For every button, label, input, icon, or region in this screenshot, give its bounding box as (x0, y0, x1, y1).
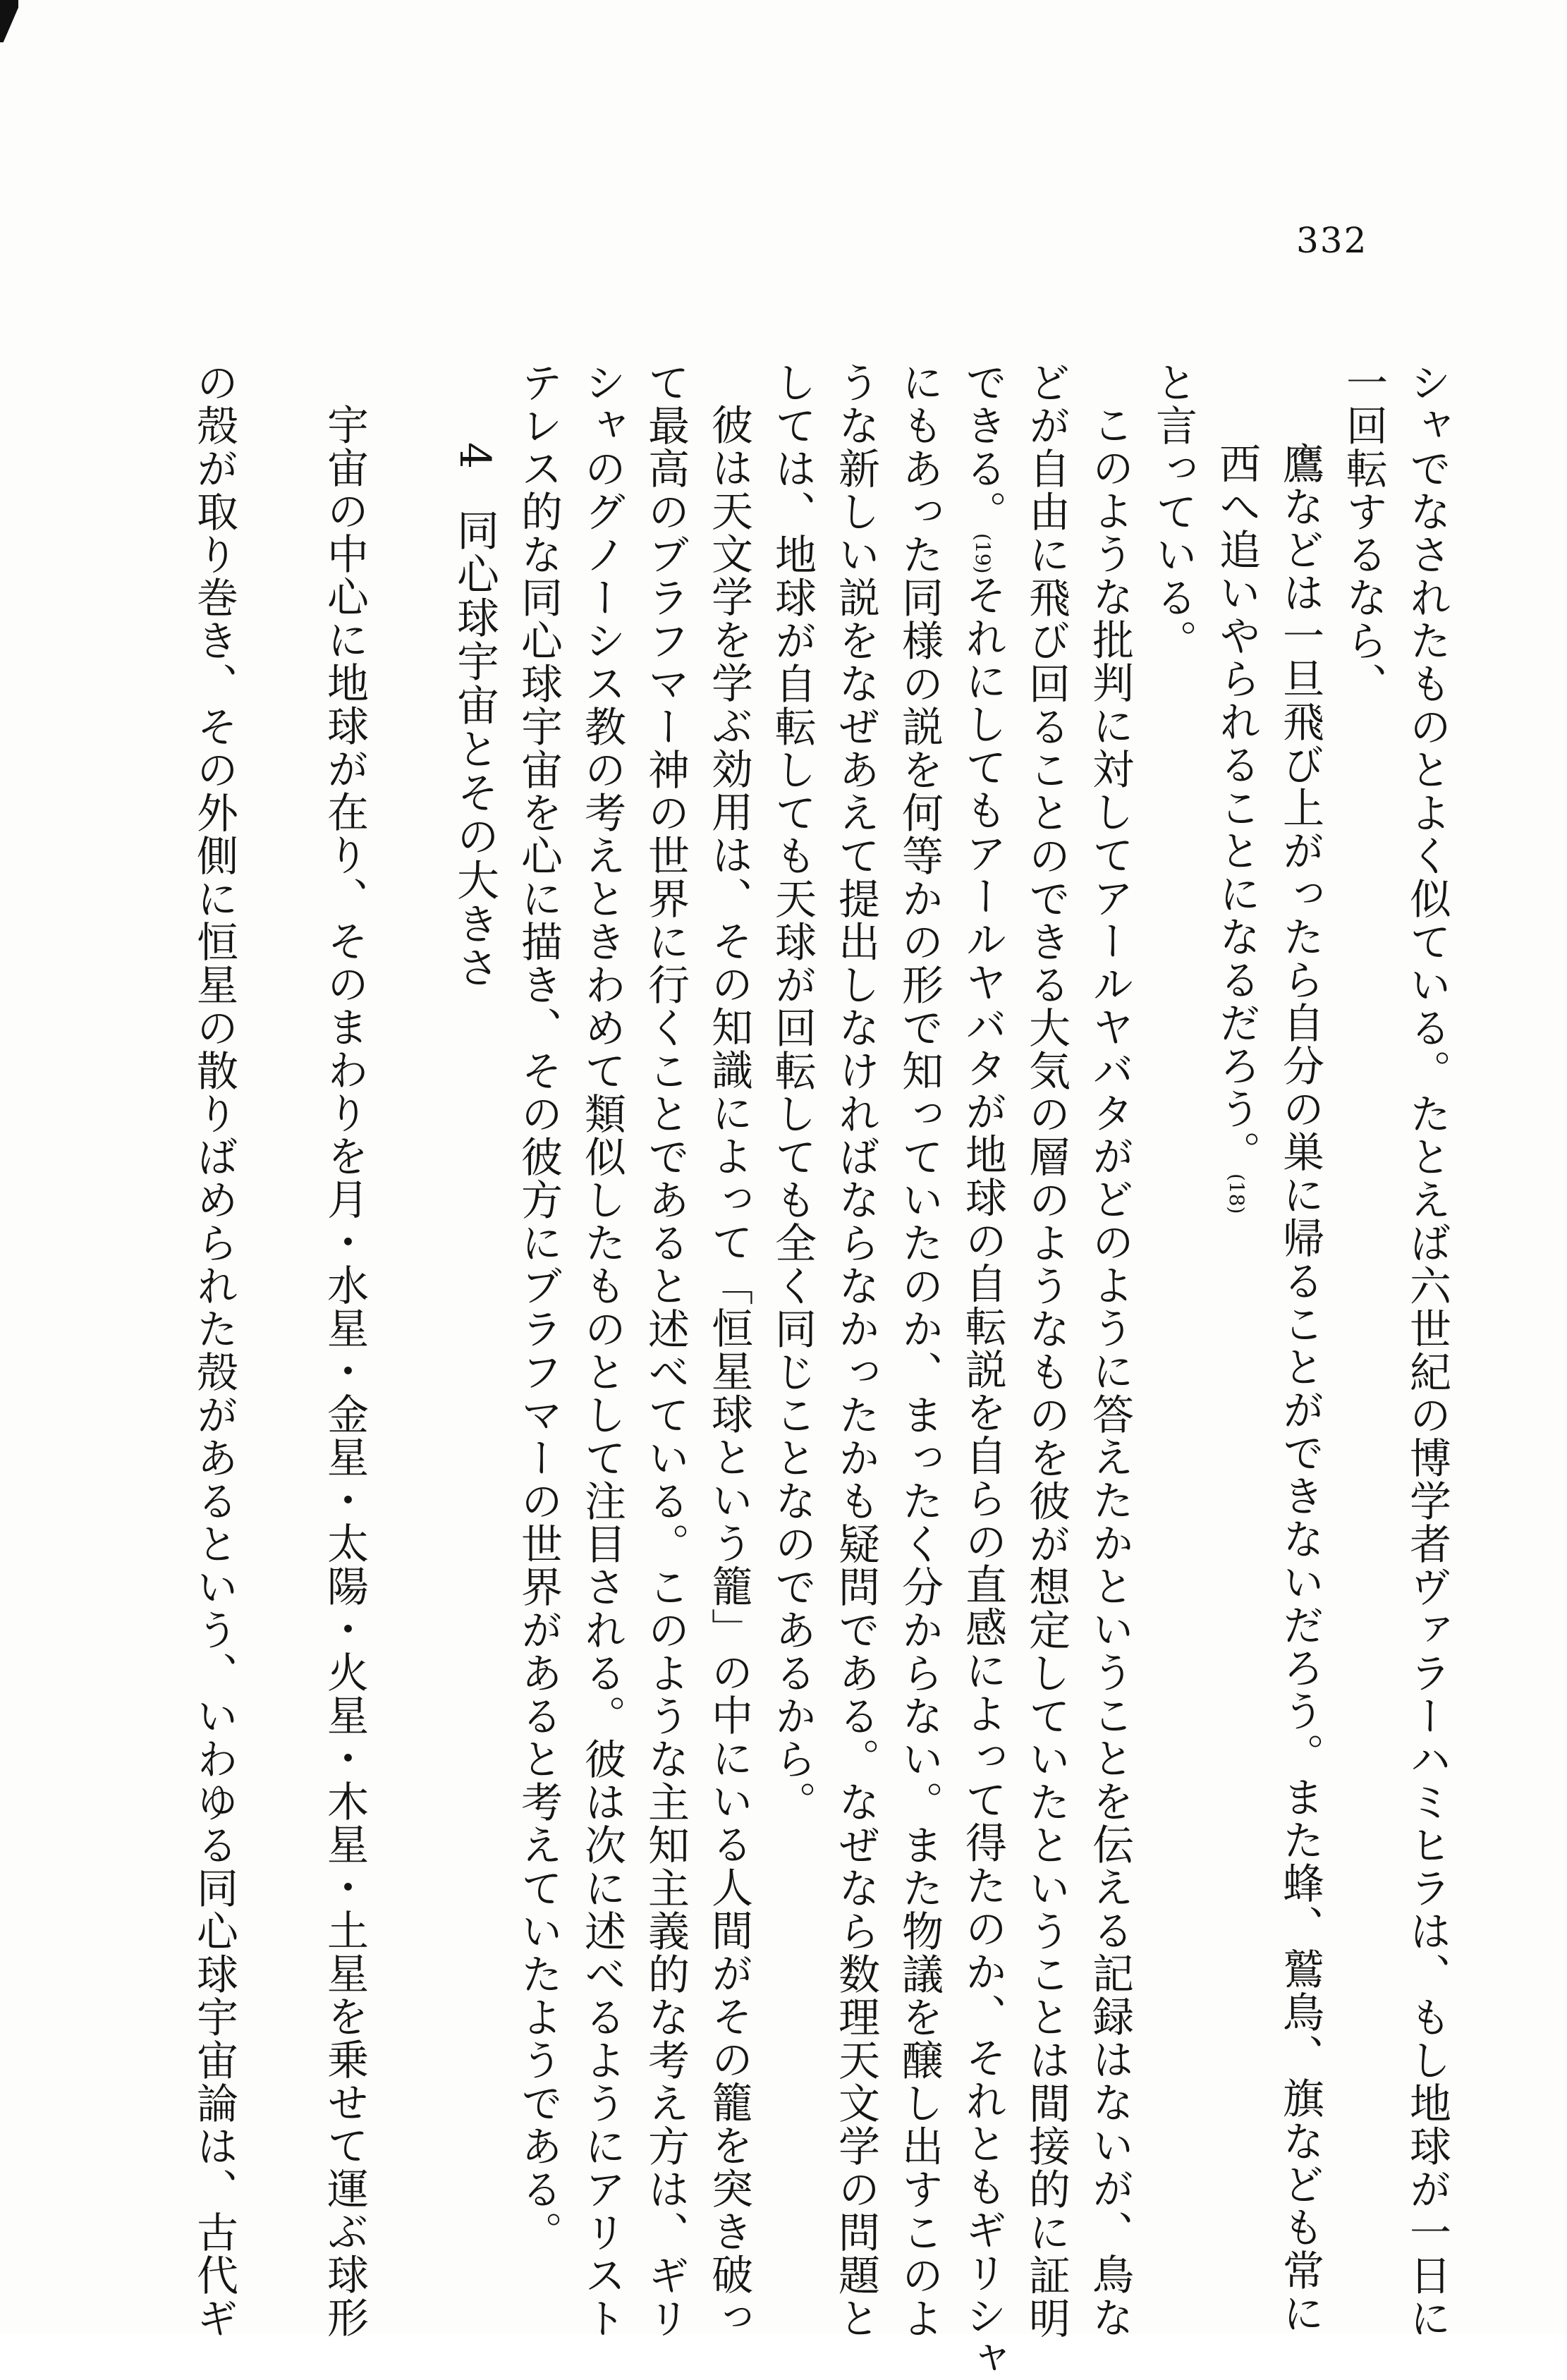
text-line: 一回転するなら、 (1339, 361, 1388, 705)
text-line: て最高のブラフマー神の世界に行くことであると述べている。このような主知主義的な考え方は、ギリ (641, 361, 690, 2340)
text-line: と言っている。 (1149, 361, 1197, 662)
text-segment: それにしてもアールヤバタが地球の自転説を自らの直感によって得たのか、それともギリシャ (958, 573, 1007, 2380)
endnote-marker-18: (18) (1225, 1173, 1248, 1214)
text-line: テレス的な同心球宇宙を心に描き、その彼方にブラフマーの世界があると考えていたようである。 (514, 361, 563, 2254)
paragraph-first-line: 宇宙の中心に地球が在り、そのまわりを月・水星・金星・太陽・火星・木星・土星を乗せて運ぶ球形 (320, 403, 369, 2339)
text-line: シャのグノーシス教の考えときわめて類似したものとして注目される。彼は次に述べるようにアリスト (578, 361, 626, 2340)
text-line (951, 361, 1014, 2380)
paragraph-first-line: 彼は天文学を学ぶ効用は、その知識によって「恒星球という籠」の中にいる人間がその籠を突き破っ (705, 403, 753, 2339)
paragraph-first-line: このような批判に対してアールヤバタがどのように答えたかということを伝える記録はないが、鳥な (1085, 403, 1134, 2339)
text-line: にもあった同様の説を何等かの形で知っていたのか、まったく分からない。また物議を醸し出すこのよ (895, 361, 944, 2340)
text-line: うな新しい説をなぜあえて提出しなければならなかったかも疑問である。なぜなら数理天文学の問題と (831, 361, 880, 2340)
text-segment: できる。 (958, 361, 1007, 533)
scan-corner-mark (0, 0, 18, 42)
text-line: しては、地球が自転しても天球が回転しても全く同じことなのであるから。 (768, 361, 817, 1824)
section-heading (443, 361, 506, 2068)
text-line: どが自由に飛び回ることのできる大気の層のようなものを彼が想定していたということは間接的に証明 (1022, 361, 1071, 2340)
block-quote-text: 鷹などは一旦飛び上がったら自分の巣に帰ることができないだろう。また蜂、鷲鳥、旗なども常に (1276, 442, 1324, 2335)
page-number: 332 (1296, 220, 1368, 261)
block-quote-line (1205, 361, 1268, 2068)
text-line: シャでなされたものとよく似ている。たとえば六世紀の博学者ヴァラーハミヒラは、もし地球が一日に (1403, 361, 1451, 2340)
section-number: 4 (450, 442, 499, 474)
section-title: 同心球宇宙とその大きさ (450, 508, 499, 990)
vertical-body-text (182, 361, 1458, 2380)
block-quote-line (1268, 361, 1331, 2335)
block-quote-text: 西へ追いやられることになるだろう。 (1212, 442, 1261, 1173)
endnote-marker-19: (19) (971, 533, 994, 574)
text-line: の殻が取り巻き、その外側に恒星の散りばめられた殻があるという、いわゆる同心球宇宙論は、古代ギ (190, 361, 238, 2340)
